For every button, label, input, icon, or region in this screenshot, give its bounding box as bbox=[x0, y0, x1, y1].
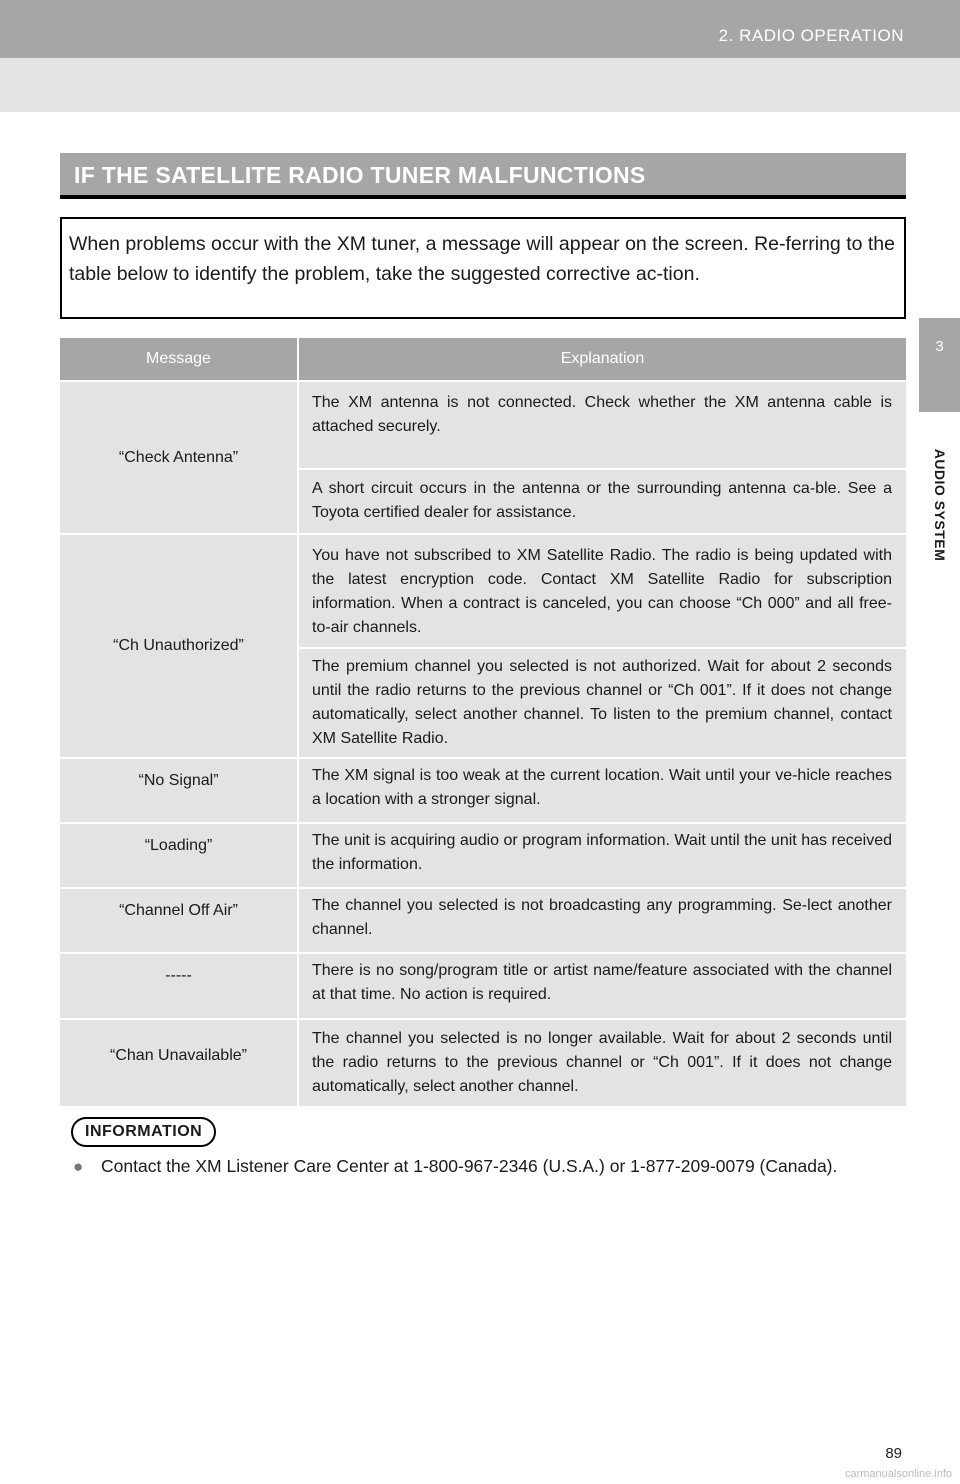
table-row bbox=[60, 822, 906, 887]
explanation-text: The unit is acquiring audio or program information. Wait until the unit has received the information. bbox=[312, 832, 892, 873]
section-heading bbox=[60, 153, 906, 199]
header-message: Message bbox=[60, 338, 299, 380]
table-row bbox=[60, 533, 906, 757]
message-cell: ----- bbox=[60, 954, 299, 1018]
table-row bbox=[60, 757, 906, 822]
message-cell: “Channel Off Air” bbox=[60, 889, 299, 952]
message-cell: “Loading” bbox=[60, 824, 299, 887]
chapter-number: 3 bbox=[935, 338, 944, 355]
explanation-cell bbox=[299, 954, 906, 1018]
explanation-text: The XM antenna is not connected. Check whether the XM antenna cable is attached securely. bbox=[312, 394, 892, 435]
header-bar bbox=[0, 0, 960, 58]
explanation-cell bbox=[299, 759, 906, 822]
explanation-cell bbox=[299, 889, 906, 952]
explanation-text: There is no song/program title or artist name/feature associated with the channel at that time. No action is required. bbox=[312, 962, 892, 1003]
information-item bbox=[73, 1155, 896, 1178]
chapter-side-label bbox=[933, 420, 947, 590]
explanation-text: The premium channel you selected is not authorized. Wait for about 2 seconds until the radio returns to the previous channel or “Ch 001”. If it does not change automatically, select another channel. To listen to the premium channel, contact XM Satellite Radio. bbox=[299, 647, 906, 757]
page-number: 89 bbox=[885, 1445, 902, 1462]
table-row bbox=[60, 1018, 906, 1106]
explanation-text: A short circuit occurs in the antenna or the surrounding antenna ca-ble. See a Toyota certified dealer for assistance. bbox=[299, 468, 906, 533]
explanation-text: The channel you selected is no longer available. Wait for about 2 seconds until the radio returns to the previous channel or “Ch 001”. If it does not change automatically, select another channel. bbox=[312, 1030, 892, 1095]
chapter-title: 2. RADIO OPERATION bbox=[718, 26, 904, 45]
intro-text: When problems occur with the XM tuner, a message will appear on the screen. Re-ferring to the table below to identify the problem, take the suggested corrective ac-tion. bbox=[69, 233, 895, 285]
chapter-side-label-text: AUDIO SYSTEM bbox=[932, 448, 948, 562]
explanation-cell bbox=[299, 824, 906, 887]
table-row bbox=[60, 952, 906, 1018]
message-cell: “Chan Unavailable” bbox=[60, 1020, 299, 1106]
information-text: Contact the XM Listener Care Center at 1-800-967-2346 (U.S.A.) or 1-877-209-0079 (Canada). bbox=[101, 1156, 838, 1176]
bullet-icon: ● bbox=[73, 1157, 84, 1176]
explanation-cell bbox=[299, 535, 906, 757]
information-label: INFORMATION bbox=[71, 1117, 216, 1147]
section-title: IF THE SATELLITE RADIO TUNER MALFUNCTIONS bbox=[74, 162, 646, 188]
header-explanation: Explanation bbox=[560, 350, 645, 367]
explanation-cell bbox=[299, 382, 906, 533]
explanation-cell bbox=[299, 1020, 906, 1106]
watermark: carmanualsonline.info bbox=[844, 1468, 952, 1480]
explanation-text: The XM signal is too weak at the current location. Wait until your ve-hicle reaches a location with a stronger signal. bbox=[312, 767, 892, 808]
explanation-text: The channel you selected is not broadcasting any programming. Se-lect another channel. bbox=[312, 897, 892, 938]
message-table bbox=[60, 338, 906, 1106]
table-header bbox=[60, 338, 906, 380]
message-cell: “Ch Unauthorized” bbox=[60, 535, 299, 757]
message-cell: “No Signal” bbox=[60, 759, 299, 822]
table-row bbox=[60, 380, 906, 533]
table-row bbox=[60, 887, 906, 952]
explanation-text: You have not subscribed to XM Satellite Radio. The radio is being updated with the latest encryption code. Contact XM Satellite Radio for subscription information. When a contract is canceled, you can choose “Ch 000” and all free-to-air channels. bbox=[312, 547, 892, 636]
chapter-tab bbox=[919, 318, 960, 412]
message-cell: “Check Antenna” bbox=[60, 382, 299, 533]
intro-box bbox=[60, 217, 906, 319]
